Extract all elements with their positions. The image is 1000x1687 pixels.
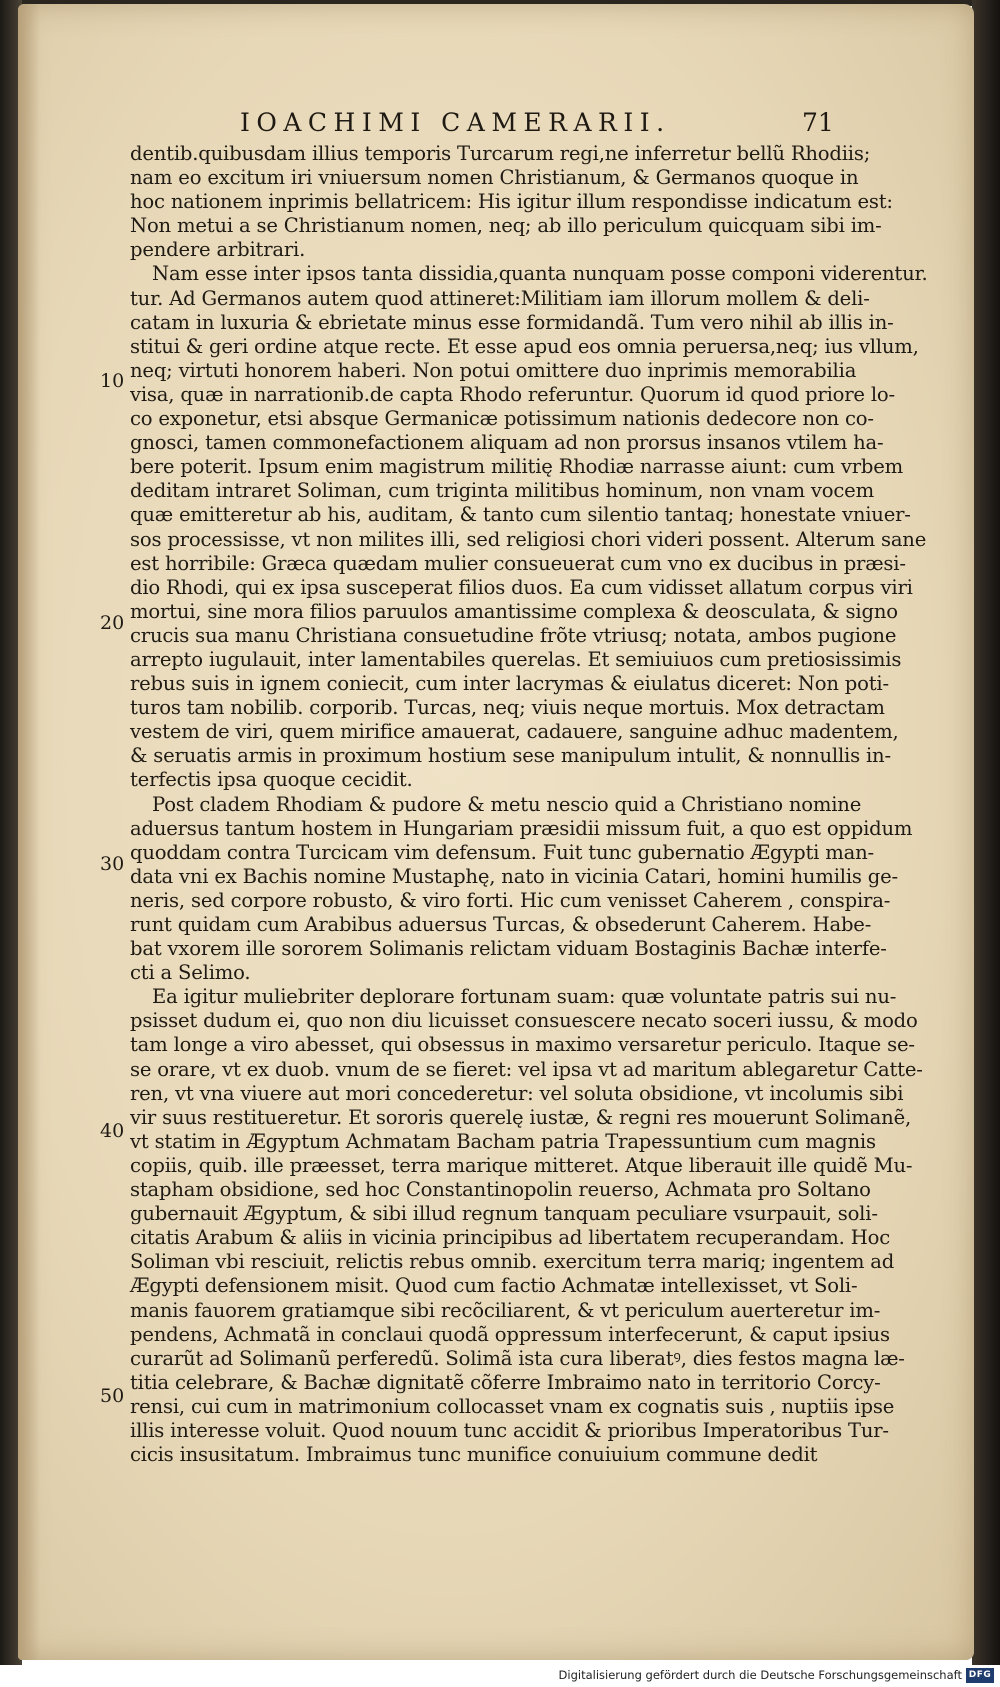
text-line: gubernauit Ægyptum, & sibi illud regnum tanquam peculiare vsurpauit, soli- <box>130 1202 878 1226</box>
text-line: ren, vt vna viuere aut mori concederetur: vel soluta obsidione, vt incolumis sibi <box>130 1081 904 1105</box>
text-line: rensi, cui cum in matrimonium collocasset vnam ex cognatis suis , nuptiis ipse <box>130 1394 895 1418</box>
text-line: mortui, sine mora filios paruulos amantissime complexa & deosculata, & signo <box>130 599 898 623</box>
text-line: quæ emitteretur ab his, auditam, & tanto cum silentio tantaq; honestate vniuer- <box>130 503 911 527</box>
line-number-30: 30 <box>100 853 125 875</box>
line-number-50: 50 <box>100 1385 125 1407</box>
text-line: gnosci, tamen commonefactionem aliquam ad non prorsus insanos vtilem ha- <box>130 431 884 455</box>
text-line: citatis Arabum & aliis in vicinia principibus ad libertatem recuperandam. Hoc <box>130 1226 890 1250</box>
text-line: titia celebrare, & Bachæ dignitatẽ cõferre Imbraimo nato in territorio Corcy- <box>130 1370 881 1394</box>
page-number: 71 <box>802 108 834 137</box>
text-line: Ea igitur muliebriter deplorare fortunam suam: quæ voluntate patris sui nu- <box>152 985 897 1009</box>
line-number-10: 10 <box>100 370 125 392</box>
text-line: Post cladem Rhodiam & pudore & metu nescio quid a Christiano nomine <box>152 792 862 816</box>
footer-bar <box>0 1665 1000 1687</box>
text-line: psisset dudum ei, quo non diu licuisset consuescere necato soceri iussu, & modo <box>130 1009 918 1033</box>
text-line: rebus suis in ignem coniecit, cum inter lacrymas & eiulatus diceret: Non poti- <box>130 672 889 696</box>
text-line: visa, quæ in narrationib.de capta Rhodo referuntur. Quorum id quod priore lo- <box>130 382 895 406</box>
text-line: Soliman vbi resciuit, relictis rebus omnib. exercitum terra mariq; ingentem ad <box>130 1250 895 1274</box>
text-line: se orare, vt ex duob. vnum de se fieret: vel ipsa vt ad maritum ablegaretur Catte- <box>130 1057 923 1081</box>
text-line: Ægypti defensionem misit. Quod cum factio Achmatæ intellexisset, vt Soli- <box>130 1274 858 1298</box>
text-line: vir suus restitueretur. Et sororis querelę iustæ, & regni res mouerunt Solimanẽ, <box>130 1105 912 1129</box>
text-line: pendere arbitrari. <box>130 238 306 262</box>
text-line: Non metui a se Christianum nomen, neq; ab illo periculum quicquam sibi im- <box>130 214 882 238</box>
text-line: deditam intraret Soliman, cum triginta militibus hominum, non vnam vocem <box>130 479 874 503</box>
line-number-20: 20 <box>100 612 125 634</box>
text-line: est horribile: Græca quædam mulier consueuerat cum vno ex ducibus in præsi- <box>130 551 906 575</box>
text-line: bere poterit. Ipsum enim magistrum militię Rhodiæ narrasse aiunt: cum vrbem <box>130 455 904 479</box>
text-line: turos tam nobilib. corporib. Turcas, neq; viuis neque mortuis. Mox detractam <box>130 696 885 720</box>
text-line: neris, sed corpore robusto, & viro forti. Hic cum venisset Caherem , conspira- <box>130 888 891 912</box>
text-line: illis interesse voluit. Quod nouum tunc accidit & prioribus Imperatoribus Tur- <box>130 1418 889 1442</box>
text-line: arrepto iugulauit, inter lamentabiles querelas. Et semiuiuos cum pretiosissimis <box>130 647 902 671</box>
text-line: & seruatis armis in proximum hostium sese manipulum intulit, & nonnullis in- <box>130 744 891 768</box>
body-text <box>130 142 928 1467</box>
line-number-40: 40 <box>100 1120 125 1142</box>
scanner-border-right <box>972 0 1000 1665</box>
text-line: nam eo excitum iri vniuersum nomen Christianum, & Germanos quoque in <box>130 166 859 190</box>
text-line: tam longe a viro abesset, qui obsessus in maximo versaretur periculo. Itaque se- <box>130 1033 915 1057</box>
text-line: dentib.quibusdam illius temporis Turcarum regi,ne inferretur bellũ Rhodiis; <box>130 142 871 165</box>
text-line: terfectis ipsa quoque cecidit. <box>130 768 413 792</box>
text-line: vt statim in Ægyptum Achmatam Bacham patria Trapessuntium cum magnis <box>130 1129 876 1153</box>
text-line: aduersus tantum hostem in Hungariam præsidii missum fuit, a quo est oppidum <box>130 816 913 840</box>
digitization-credit: Digitalisierung gefördert durch die Deutsche Forschungsgemeinschaft <box>558 1668 962 1682</box>
text-line: tur. Ad Germanos autem quod attineret:Militiam iam illorum mollem & deli- <box>130 286 870 310</box>
text-line: pendens, Achmatã in conclaui quodã oppressum interfecerunt, & caput ipsius <box>130 1322 890 1346</box>
text-line: co exponetur, etsi absque Germanicæ potissimum nationis dedecore non co- <box>130 407 874 431</box>
text-line: stapham obsidione, sed hoc Constantinopolin reuerso, Achmata pro Soltano <box>130 1178 871 1202</box>
text-line: cti a Selimo. <box>130 961 251 985</box>
text-line: bat vxorem ille sororem Solimanis relictam viduam Bostaginis Bachæ interfe- <box>130 937 887 961</box>
text-line: crucis sua manu Christiana consuetudine frõte vtriusq; notata, ambos pugione <box>130 623 897 647</box>
page-gutter-shadow <box>18 4 40 1660</box>
text-line: copiis, quib. ille præesset, terra marique mitteret. Atque liberauit ille quidẽ Mu- <box>130 1153 913 1177</box>
text-line: Nam esse inter ipsos tanta dissidia,quanta nunquam posse componi viderentur. <box>152 262 928 286</box>
text-line: quoddam contra Turcicam vim defensum. Fuit tunc gubernatio Ægypti man- <box>130 840 874 864</box>
text-line: neq; virtuti honorem haberi. Non potui omittere duo inprimis memorabilia <box>130 358 857 382</box>
text-line: vestem de viri, quem mirifice amauerat, cadauere, sanguine adhuc madentem, <box>130 720 899 744</box>
text-line: runt quidam cum Arabibus aduersus Turcas, & obsederunt Caherem. Habe- <box>130 913 872 936</box>
dfg-logo: DFG <box>966 1668 994 1683</box>
text-line: curarũt ad Solimanũ perferedũ. Solimã ista cura liberatꝰ, dies festos magna læ- <box>130 1346 905 1370</box>
text-line: cicis insusitatum. Imbraimus tunc munifice conuiuium commune dedit <box>130 1443 818 1467</box>
text-line: dio Rhodi, qui ex ipsa susceperat filios duos. Ea cum vidisset allatum corpus viri <box>130 575 913 599</box>
text-line: catam in luxuria & ebrietate minus esse formidandã. Tum vero nihil ab illis in- <box>130 310 894 334</box>
text-line: sos processisse, vt non milites illi, sed religiosi chori videri possent. Alterum sane <box>130 527 927 551</box>
text-line: hoc nationem inprimis bellatricem: His igitur illum respondisse indicatum est: <box>130 190 893 214</box>
text-line: manis fauorem gratiamque sibi recõciliarent, & vt periculum auerteretur im- <box>130 1298 881 1322</box>
text-line: stitui & geri ordine atque recte. Et esse apud eos omnia peruersa,neq; ius vllum, <box>130 334 919 358</box>
running-head: IOACHIMI CAMERARII. <box>240 108 671 137</box>
text-line: data vni ex Bachis nomine Mustaphę, nato in vicinia Catari, homini humilis ge- <box>130 864 898 888</box>
